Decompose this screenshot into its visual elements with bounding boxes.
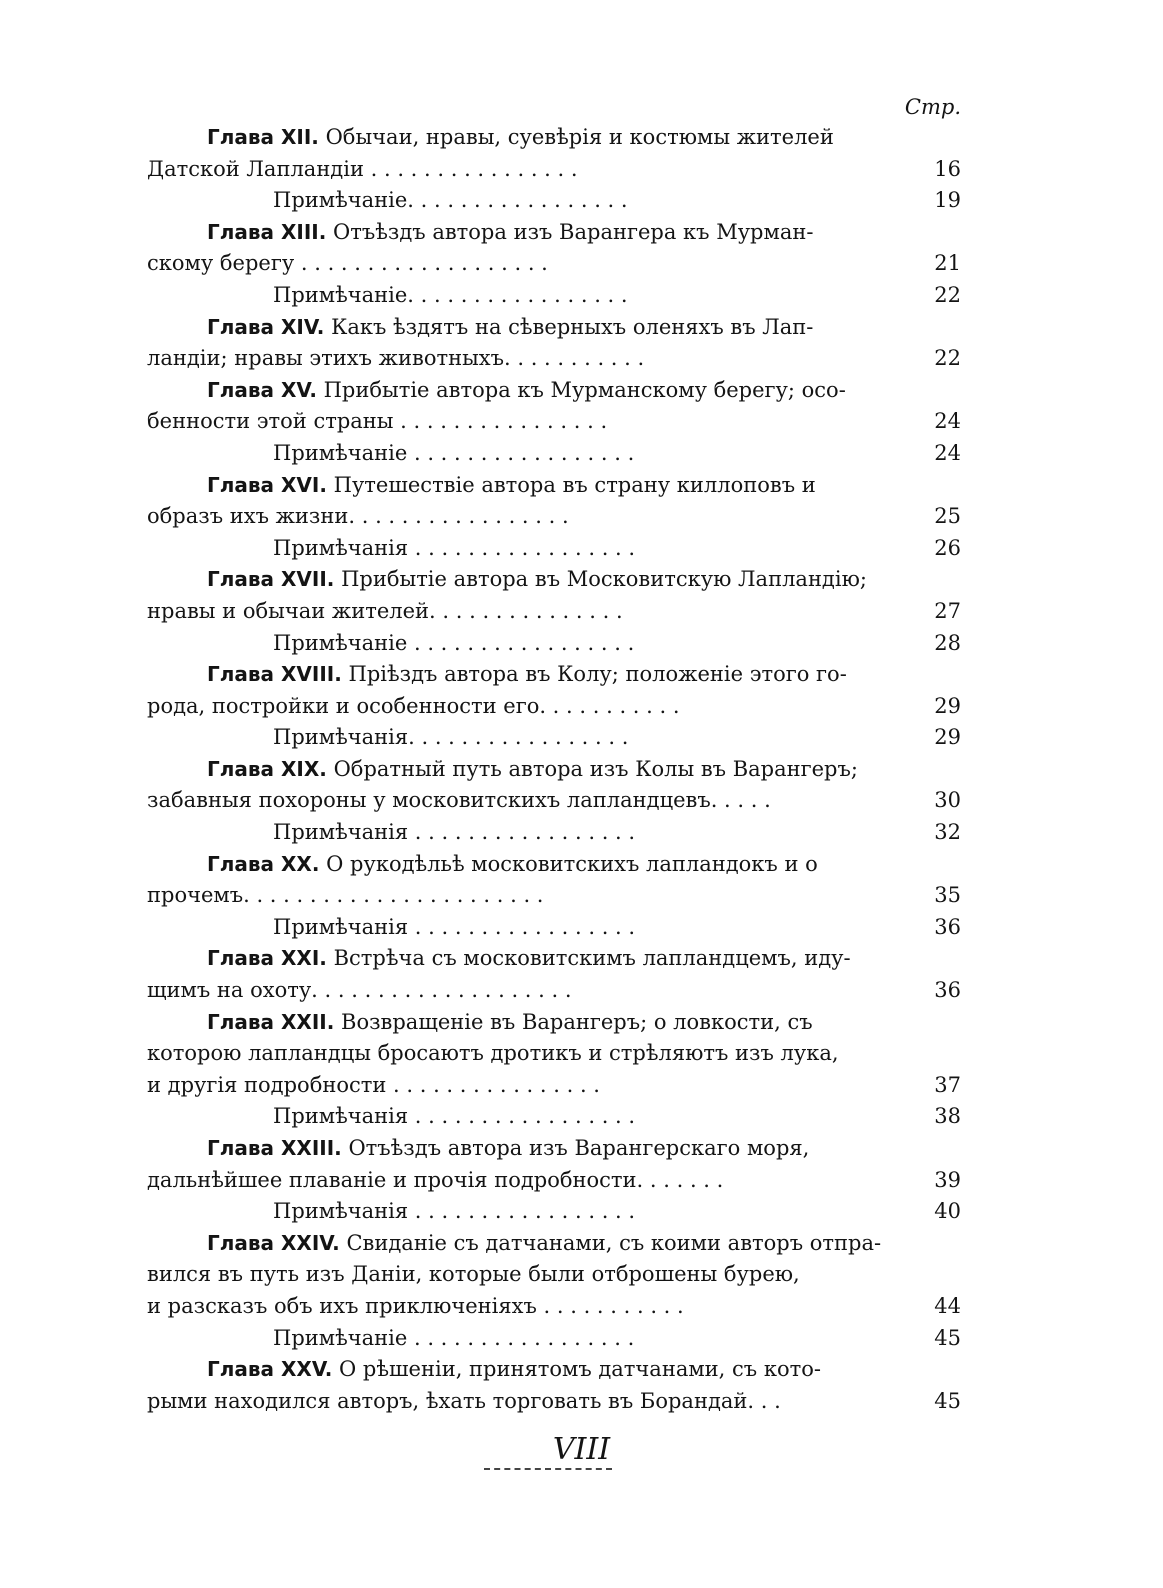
toc-entry-line — [147, 343, 965, 375]
chapter-label: Глава XIV. — [207, 314, 325, 339]
entry-title-text: Отъѣздъ автора изъ Варангерскаго моря, — [348, 1136, 810, 1160]
toc-note-line — [147, 1101, 965, 1133]
toc-line-text — [147, 1196, 881, 1228]
toc-entry-line — [147, 248, 965, 280]
toc-line-text — [147, 217, 881, 249]
chapter-label: Глава XII. — [207, 125, 319, 149]
entry-page-number: 40 — [934, 1199, 961, 1224]
toc-line-text — [147, 754, 881, 786]
entry-title-text: дальнѣйшее плаваніе и прочія подробности. . . . . . . — [147, 1167, 724, 1192]
chapter-label: Глава XXI. — [207, 946, 327, 971]
chapter-label: Глава XVI. — [207, 472, 327, 497]
entry-page-number: 39 — [934, 1167, 961, 1192]
entry-title-text: Примѣчанія . . . . . . . . . . . . . . . . . — [273, 820, 636, 845]
toc-line-text — [147, 185, 881, 217]
entry-page-number: 35 — [934, 883, 961, 908]
toc-line-text — [147, 248, 881, 280]
toc-line-text — [147, 1228, 881, 1260]
toc-entry-line — [147, 1038, 965, 1070]
entry-title-text: Прибытіе автора въ Московитскую Лапландію; — [341, 567, 867, 592]
toc-line-text — [147, 1038, 881, 1070]
toc-note-line — [147, 817, 965, 849]
chapter-label: Глава XX. — [207, 851, 320, 876]
toc-entry-line — [147, 659, 965, 691]
entry-title-text: образъ ихъ жизни. . . . . . . . . . . . . . . . . — [147, 504, 569, 529]
entry-title-text: нравы и обычаи жителей. . . . . . . . . . . . . . . — [147, 598, 623, 623]
toc-entry-line — [147, 154, 965, 186]
toc-note-line — [147, 280, 965, 312]
toc-line-text — [147, 975, 881, 1007]
toc-note-line — [147, 1196, 965, 1228]
toc-entry-line — [147, 375, 965, 407]
entry-title-text: Примѣчаніе . . . . . . . . . . . . . . . . . — [273, 630, 635, 655]
toc-line-text — [147, 722, 881, 754]
toc-entry-line — [147, 1133, 965, 1165]
toc-entry-line — [147, 1354, 965, 1386]
chapter-label: Глава XIX. — [207, 756, 327, 781]
toc-line-text — [147, 785, 881, 817]
entry-title-text: и разсказъ объ ихъ приключеніяхъ . . . . . . . . . . . — [147, 1293, 684, 1318]
entry-title-text: Примѣчанія . . . . . . . . . . . . . . . . . — [273, 914, 636, 939]
toc-line-text — [147, 1070, 881, 1102]
chapter-label: Глава XXV. — [207, 1357, 333, 1382]
entry-title-text: О рѣшеніи, принятомъ датчанами, съ кото- — [339, 1357, 821, 1382]
chapter-label: Глава XXIII. — [207, 1136, 342, 1160]
entry-page-number: 26 — [934, 535, 961, 560]
toc-line-text — [147, 849, 881, 881]
entry-title-text: Прибытіе автора къ Мурманскому берегу; осо- — [323, 377, 846, 402]
entry-page-number: 45 — [934, 1388, 961, 1413]
entry-title-text: Свиданіе съ датчанами, съ коими авторъ отпра- — [346, 1230, 881, 1255]
toc-line-text — [147, 817, 881, 849]
entry-page-number: 37 — [934, 1072, 961, 1097]
toc-entry-line — [147, 501, 965, 533]
entry-title-text: Возвращеніе въ Варангеръ; о ловкости, съ — [341, 1009, 813, 1034]
entry-page-number: 44 — [934, 1293, 961, 1318]
page-number-footer: VIII — [552, 1432, 611, 1467]
toc-entries — [147, 122, 965, 1417]
toc-line-text — [147, 343, 881, 375]
entry-title-text: и другія подробности . . . . . . . . . . . . . . . . — [147, 1072, 600, 1097]
entry-title-text: Какъ ѣздятъ на сѣверныхъ оленяхъ въ Лап- — [331, 314, 814, 339]
entry-title-text: Примѣчаніе. . . . . . . . . . . . . . . . . — [273, 282, 628, 307]
toc-note-line — [147, 185, 965, 217]
toc-note-line — [147, 533, 965, 565]
toc-line-text — [147, 438, 881, 470]
toc-entry-line — [147, 217, 965, 249]
toc-line-text — [147, 122, 881, 154]
entry-title-text: бенности этой страны . . . . . . . . . . . . . . . . — [147, 409, 608, 434]
entry-title-text: Обратный путь автора изъ Колы въ Варангеръ; — [333, 756, 858, 781]
toc-line-text — [147, 691, 881, 723]
toc-line-text — [147, 880, 881, 912]
toc-line-text — [147, 375, 881, 407]
toc-line-text — [147, 501, 881, 533]
chapter-label: Глава XV. — [207, 377, 317, 402]
toc-entry-line — [147, 312, 965, 344]
toc-line-text — [147, 1101, 881, 1133]
toc-entry-line — [147, 975, 965, 1007]
toc-line-text — [147, 943, 881, 975]
entry-page-number: 45 — [934, 1325, 961, 1350]
toc-line-text — [147, 1007, 881, 1039]
toc-line-text — [147, 1165, 881, 1197]
toc-entry-line — [147, 691, 965, 723]
entry-title-text: Отъѣздъ автора изъ Варангера къ Мурман- — [333, 219, 814, 244]
toc-entry-line — [147, 943, 965, 975]
toc-entry-line — [147, 754, 965, 786]
toc-note-line — [147, 628, 965, 660]
entry-title-text: Примѣчанія . . . . . . . . . . . . . . . . . — [273, 535, 636, 560]
toc-entry-line — [147, 596, 965, 628]
entry-title-text: рыми находился авторъ, ѣхать торговать въ Борандай. . . — [147, 1388, 781, 1413]
toc-line-text — [147, 1323, 881, 1355]
entry-page-number: 29 — [934, 693, 961, 718]
chapter-label: Глава XXIV. — [207, 1230, 340, 1255]
toc-entry-line — [147, 1228, 965, 1260]
entry-page-number: 24 — [934, 440, 961, 465]
entry-title-text: Обычаи, нравы, суевѣрія и костюмы жителей — [325, 125, 834, 149]
entry-title-text: Примѣчанія . . . . . . . . . . . . . . . . . — [273, 1104, 636, 1129]
chapter-label: Глава XXII. — [207, 1009, 335, 1034]
entry-title-text: Примѣчанія . . . . . . . . . . . . . . . . . — [273, 1199, 636, 1224]
entry-page-number: 29 — [934, 725, 961, 750]
toc-line-text — [147, 1259, 881, 1291]
entry-page-number: 22 — [934, 282, 961, 307]
toc-line-text — [147, 1291, 881, 1323]
entry-page-number: 25 — [934, 504, 961, 529]
toc-line-text — [147, 596, 881, 628]
entry-title-text: которою лапландцы бросаютъ дротикъ и стрѣляютъ изъ лука, — [147, 1041, 839, 1066]
entry-title-text: Встрѣча съ московитскимъ лапландцемъ, иду- — [333, 946, 851, 971]
toc-line-text — [147, 912, 881, 944]
toc-entry-line — [147, 880, 965, 912]
toc-entry-line — [147, 1165, 965, 1197]
toc-note-line — [147, 438, 965, 470]
entry-page-number: 36 — [934, 914, 961, 939]
entry-title-text: О рукодѣльѣ московитскихъ лапландокъ и о — [326, 851, 818, 876]
entry-title-text: Датской Лапландіи . . . . . . . . . . . . . . . . — [147, 156, 578, 181]
entry-page-number: 28 — [934, 630, 961, 655]
toc-entry-line — [147, 1007, 965, 1039]
chapter-label: Глава XIII. — [207, 219, 327, 244]
chapter-label: Глава XVII. — [207, 567, 335, 592]
entry-title-text: Примѣчанія. . . . . . . . . . . . . . . . . — [273, 725, 629, 750]
toc-line-text — [147, 533, 881, 565]
toc-line-text — [147, 628, 881, 660]
toc-entry-line — [147, 1291, 965, 1323]
toc-entry-line — [147, 1386, 965, 1418]
table-of-contents — [147, 92, 965, 1417]
toc-note-line — [147, 722, 965, 754]
entry-title-text: Примѣчаніе . . . . . . . . . . . . . . . . . — [273, 1325, 635, 1350]
entry-title-text: рода, постройки и особенности его. . . . . . . . . . . — [147, 693, 680, 718]
toc-line-text — [147, 659, 881, 691]
page-column-label: Стр. — [904, 95, 961, 119]
entry-title-text: Пріѣздъ автора въ Колу; положеніе этого го- — [348, 662, 847, 687]
entry-title-text: вился въ путь изъ Даніи, которые были отброшены бурею, — [147, 1262, 800, 1287]
entry-title-text: ландіи; нравы этихъ животныхъ. . . . . . . . . . . — [147, 346, 645, 371]
toc-line-text — [147, 1354, 881, 1386]
toc-entry-line — [147, 406, 965, 438]
toc-entry-line — [147, 785, 965, 817]
toc-line-text — [147, 470, 881, 502]
toc-note-line — [147, 1323, 965, 1355]
entry-title-text: Путешествіе автора въ страну киллоповъ и — [333, 472, 816, 497]
entry-page-number: 32 — [934, 820, 961, 845]
entry-page-number: 21 — [934, 251, 961, 276]
entry-page-number: 16 — [934, 156, 961, 181]
toc-entry-line — [147, 122, 965, 154]
entry-title-text: Примѣчаніе . . . . . . . . . . . . . . . . . — [273, 440, 635, 465]
entry-page-number: 38 — [934, 1104, 961, 1129]
entry-page-number: 24 — [934, 409, 961, 434]
entry-title-text: щимъ на охоту. . . . . . . . . . . . . . . . . . . . — [147, 978, 572, 1003]
toc-line-text — [147, 154, 881, 186]
toc-line-text — [147, 1133, 881, 1165]
footer-rule — [484, 1468, 612, 1472]
toc-note-line — [147, 912, 965, 944]
entry-title-text: Примѣчаніе. . . . . . . . . . . . . . . . . — [273, 188, 628, 213]
toc-line-text — [147, 312, 881, 344]
entry-page-number: 19 — [934, 188, 961, 213]
toc-line-text — [147, 564, 881, 596]
entry-title-text: забавныя похороны у московитскихъ лапландцевъ. . . . . — [147, 788, 771, 813]
entry-title-text: прочемъ. . . . . . . . . . . . . . . . . . . . . . . — [147, 883, 544, 908]
toc-line-text — [147, 280, 881, 312]
entry-page-number: 27 — [934, 598, 961, 623]
entry-page-number: 22 — [934, 346, 961, 371]
toc-line-text — [147, 406, 881, 438]
toc-line-text — [147, 1386, 881, 1418]
entry-title-text: скому берегу . . . . . . . . . . . . . . . . . . . — [147, 251, 548, 276]
toc-entry-line — [147, 564, 965, 596]
chapter-label: Глава XVIII. — [207, 662, 342, 687]
toc-entry-line — [147, 470, 965, 502]
toc-entry-line — [147, 1259, 965, 1291]
toc-entry-line — [147, 1070, 965, 1102]
entry-page-number: 30 — [934, 788, 961, 813]
entry-page-number: 36 — [934, 978, 961, 1003]
toc-entry-line — [147, 849, 965, 881]
